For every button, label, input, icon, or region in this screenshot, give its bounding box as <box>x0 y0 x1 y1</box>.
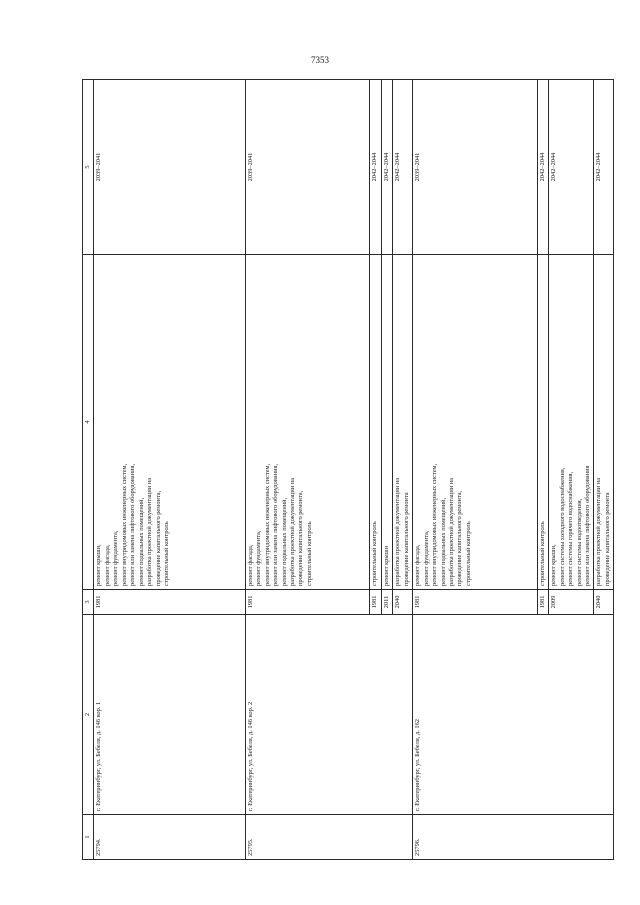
term-cell: 2042–2044 <box>549 80 594 255</box>
works-cell <box>549 255 594 590</box>
work-item: ремонт внутридомовых инженерных систем, <box>431 463 439 586</box>
work-item: строительный контроль <box>464 521 472 586</box>
year-cell: 1981 <box>413 590 538 615</box>
work-item: ремонт фундамента, <box>112 530 120 586</box>
work-item: разработка проектной документации на <box>146 477 154 586</box>
column-header: 1 <box>83 815 94 860</box>
work-item: ремонт или замена лифтового оборудования, <box>129 463 137 586</box>
works-cell <box>245 255 370 590</box>
year-cell: 1981 <box>245 590 370 615</box>
work-item: строительный контроль <box>163 521 171 586</box>
work-item: ремонт или замена лифтового оборудования, <box>272 463 280 586</box>
page-number: 7353 <box>311 55 329 65</box>
term-cell: 2039–2041 <box>245 80 370 255</box>
table-row <box>245 80 370 860</box>
works-cell <box>94 255 245 590</box>
year-cell: 1981 <box>370 590 381 615</box>
year-cell: 2009 <box>549 590 594 615</box>
work-item: проведение капитального ремонта, <box>154 490 162 586</box>
work-item: ремонт системы водоотведения, <box>575 498 583 586</box>
work-item: ремонт фасада, <box>414 544 422 586</box>
building-address: г. Екатеринбург, ул. Бебеля, д. 146 кор. 1 <box>94 615 245 815</box>
year-cell: 1981 <box>537 590 548 615</box>
column-number-row <box>83 80 94 860</box>
record-number: 25795. <box>245 815 412 860</box>
works-cell <box>381 255 392 590</box>
work-item: ремонт подвальных помещений, <box>137 497 145 586</box>
work-item: разработка проектной документации на <box>394 477 402 586</box>
work-item: строительный контроль <box>305 521 313 586</box>
works-cell <box>413 255 538 590</box>
work-item: ремонт системы горячего водоснабжения, <box>567 471 575 586</box>
column-header: 4 <box>83 255 94 590</box>
work-item: разработка проектной документации на <box>595 477 603 586</box>
record-number: 25796. <box>413 815 614 860</box>
work-item: проведение капитального ремонта <box>402 492 410 586</box>
work-item: ремонт системы холодного водоснабжения, <box>558 467 566 586</box>
work-item: ремонт крыши, <box>550 544 558 586</box>
work-item: разработка проектной документации на <box>447 477 455 586</box>
term-cell: 2042–2044 <box>370 80 381 255</box>
column-header: 3 <box>83 590 94 615</box>
work-item: проведение капитального ремонта, <box>456 490 464 586</box>
work-item: проведение капитального ремонта <box>603 492 611 586</box>
work-item: ремонт крыши <box>382 545 390 586</box>
work-item: ремонт или замена лифтового оборудования <box>584 465 592 586</box>
work-item: ремонт фундамента, <box>422 530 430 586</box>
column-header: 2 <box>83 615 94 815</box>
year-cell: 2040 <box>393 590 413 615</box>
work-item: строительный контроль <box>371 521 379 586</box>
term-cell: 2039–2041 <box>413 80 538 255</box>
year-cell: 2011 <box>381 590 392 615</box>
work-item: ремонт фасада, <box>103 544 111 586</box>
table-row <box>94 80 245 860</box>
work-item: ремонт внутридомовых инженерных систем, <box>263 463 271 586</box>
term-cell: 2042–2044 <box>393 80 413 255</box>
works-cell <box>370 255 381 590</box>
term-cell: 2042–2044 <box>381 80 392 255</box>
term-cell: 2042–2044 <box>594 80 614 255</box>
table-row <box>413 80 538 860</box>
work-item: ремонт фундамента, <box>255 530 263 586</box>
works-cell <box>537 255 548 590</box>
work-item: разработка проектной документации на <box>289 477 297 586</box>
work-item: ремонт крыши, <box>95 544 103 586</box>
term-cell: 2039–2041 <box>94 80 245 255</box>
work-item: ремонт подвальных помещений, <box>280 497 288 586</box>
year-cell: 2040 <box>594 590 614 615</box>
work-item: ремонт фасада, <box>246 544 254 586</box>
table-wrapper <box>82 80 611 860</box>
repair-schedule-table <box>82 79 614 860</box>
work-item: ремонт подвальных помещений, <box>439 497 447 586</box>
building-address: г. Екатеринбург, ул. Бебеля, д. 146 кор. 2 <box>245 615 412 815</box>
term-cell: 2042–2044 <box>537 80 548 255</box>
work-item: ремонт внутридомовых инженерных систем, <box>120 463 128 586</box>
record-number: 25794. <box>94 815 245 860</box>
work-item: проведение капитального ремонта, <box>297 490 305 586</box>
works-cell <box>594 255 614 590</box>
works-cell <box>393 255 413 590</box>
column-header: 5 <box>83 80 94 255</box>
year-cell: 1981 <box>94 590 245 615</box>
work-item: строительный контроль <box>538 521 546 586</box>
building-address: г. Екатеринбург, ул. Бебеля, д. 162 <box>413 615 614 815</box>
